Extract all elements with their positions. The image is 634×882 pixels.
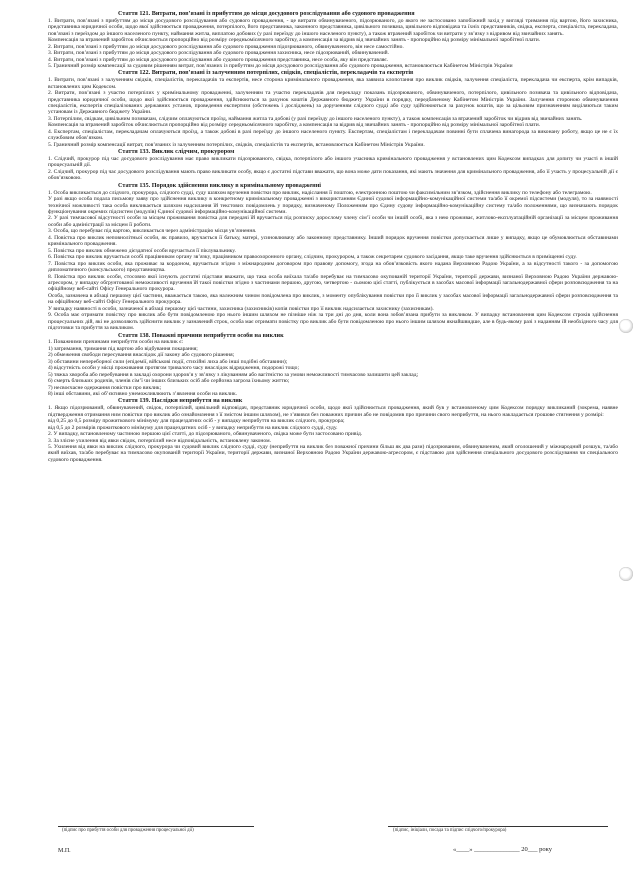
article-paragraph: 1. Поважними причинами неприбуття особи на виклик є:: [48, 339, 184, 346]
article-paragraph: 5. Граничний розмір компенсації за судовим рішенням витрат, пов’язаних із прибуттям до місця досудового розслідування або судового провадження, встановлюється Кабінетом Міністрів України: [48, 62, 513, 69]
article-paragraph: 8) інші обставини, які об’єктивно унеможливлюють з’явлення особи на виклик.: [48, 391, 238, 397]
article-paragraph: 4. Повістка про виклик неповнолітньої особи, як правило, вручається її батьку, матері, усиновлювачу або законному представнику. Інший порядок вручення повістки допускається лише у випадку, якщо це обумовлюється обставинами кримінального провадження.: [48, 234, 618, 248]
article-heading: Стаття 138. Поважні причини неприбуття особи на виклик: [118, 331, 284, 339]
article-paragraph: 5. Ухилення від явки на виклик слідчого, прокурора чи судовий виклик слідчого судді, суду (неприбуття на виклик без поважної причини більш як два рази) підозрюваним, обвинуваченим, який оголошений у міжнародний розшук, та/або який виїхав, та/або перебуває на тимчасово окупованій території України, території держави, визнаної Верховною Радою України державою-агресором, є підставою для здійснення спеціального досудового розслідування чи спеціального судового провадження.: [48, 443, 618, 463]
article-heading: Стаття 133. Виклик слідчим, прокурором: [118, 148, 235, 156]
article-paragraph: Компенсація за втрачений заробіток обчислюється пропорційно від розміру середньомісячного заробітку, а компенсація за відрив від звичайних занять - пропорційно від розміру мінімальної заробітної плати.: [48, 37, 541, 44]
article-paragraph: 1. Слідчий, прокурор під час досудового розслідування має право викликати підозрюваного, свідка, потерпілого або іншого учасника кримінального провадження у встановлених цим Кодексом випадках для допиту чи участі в іншій процесуальній дії.: [48, 156, 618, 169]
punch-hole-mark: [619, 567, 633, 581]
article-heading: Стаття 135. Порядок здійснення виклику в кримінальному провадженні: [118, 181, 321, 189]
article-paragraph: 2. У випадку, встановленому частиною першою цієї статті, до підозрюваного, обвинуваченого, свідка може бути застосовано привід.: [48, 431, 363, 438]
signature-line: [388, 826, 608, 827]
article-paragraph: 3. Витрати, пов’язані з прибуттям до місця досудового розслідування або судового провадження захисника, несе підозрюваний, обвинувачений.: [48, 50, 390, 57]
article-paragraph: 2. Витрати, пов’язані з участю потерпілих у кримінальному провадженні, залученням та участю перекладачів для перекладу показань підозрюваного, обвинуваченого, потерпілого, цивільного позивача та цивільного відповідача, представника юридичної особи, щодо якої здійснюється провадження, здійснюються за рахунок коштів Державного бюджету України в порядку, передбаченому Кабінетом Міністрів України. Залучення стороною обвинувачення спеціалістів, експертів спеціалізованих державних установ, проведення експертизи (обстежень і досліджень) за дорученням слідчого судді або суду здійснюються за рахунок коштів, що за цільовим призначенням виділяються таким установам із Державного бюджету України.: [48, 90, 618, 116]
article-paragraph: 6) смерть близьких родичів, членів сім’ї чи інших близьких осіб або серйозна загроза їхньому життю;: [48, 378, 290, 385]
article-paragraph: від 0,5 до 2 розмірів прожиткового мінімуму для працездатних осіб - у випадку неприбуття на виклик слідчого судді, суду.: [48, 424, 338, 431]
article-paragraph: 3. За злісне ухилення від явки свідок, потерпілий несе відповідальність, встановлену законом.: [48, 437, 271, 444]
article-paragraph: 1. Особа викликається до слідчого, прокурора, слідчого судді, суду шляхом вручення повістки про виклик, надіслання її поштою, електронною поштою чи факсимільним зв’язком, здійснення виклику по телефону або телеграмою.: [48, 189, 592, 196]
article-paragraph: 3. Потерпілим, свідкам, цивільним позивачам, слідчим оплачуються проїзд, наймання житла та добові (у разі переїзду до іншого населеного пункту), а також компенсація за втрачений заробіток чи відрив від звичайних занять.: [48, 115, 583, 122]
article-heading: Стаття 139. Наслідки неприбуття на виклик: [118, 397, 243, 405]
article-paragraph: 2. Витрати, пов’язані з прибуттям до місця досудового розслідування або судового провадження підозрюваного, обвинуваченого, він несе самостійно.: [48, 43, 404, 50]
article-paragraph: 3. Особа, що перебуває під вартою, викликається через адміністрацію місця ув’язнення.: [48, 228, 257, 235]
article-paragraph: 2) обмеження свободи пересування внаслідок дії закону або судового рішення;: [48, 352, 235, 359]
article-paragraph: 7. Повістка про виклик особи, яка проживає за кордоном, вручається згідно з міжнародним договором про правову допомогу, згода на обов’язковість якого надана Верховною Радою України, а за відсутності такого - за допомогою дипломатичного (консульського) представництва.: [48, 260, 618, 274]
visitor-signature-note: (підпис про прибуття особи для провадження процесуальної дії): [62, 828, 194, 833]
article-section: [48, 398, 618, 463]
article-paragraph: У разі якщо особа подала письмову заяву про здійснення виклику в конкретному кримінальному провадженні з використанням Єдиної судової інформаційно-комунікаційної системи та/або її окремої підсистеми (модуля), то за наявності технічної можливості така особа викликається шляхом надсилання їй текстових повідомлень у порядку, визначеному Положенням про Єдину судову інформаційно-комунікаційну систему та/або положеннями, що визначають порядок функціонування окремих підсистем (модулів) Єдиної судової інформаційно-комунікаційної системи.: [48, 196, 618, 215]
article-paragraph: 4. Експертам, спеціалістам, перекладачам оплачуються проїзд, а також добові в разі переїзду до іншого населеного пункту. Експертам, спеціалістам і перекладачам повинні бути сплачена винагорода за виконану роботу, якщо це не є їх службовим обов’язком.: [48, 128, 618, 142]
article-paragraph: 5. Повістка про виклик обмежено дієздатної особи вручається її піклувальнику.: [48, 247, 236, 254]
signature-line: [58, 826, 254, 827]
article-section: [48, 333, 618, 398]
article-heading: Стаття 121. Витрати, пов’язані із прибуттям до місця досудового розслідування або судового провадження: [118, 10, 415, 17]
article-paragraph: 6. Повістка про виклик вручається особі працівником органу зв’язку, працівником правоохоронного органу, слідчим, прокурором, а також секретарем судового засідання, якщо таке вручення здійснюється в приміщенні суду.: [48, 254, 577, 261]
article-paragraph: 1. Витрати, пов’язані з залученням свідків, спеціалістів, перекладачів та експертів, несе сторона кримінального провадження, яка заявила клопотання про виклик свідків, залучення спеціаліста, перекладача чи експерта, крім випадків, встановлених цим Кодексом.: [48, 77, 618, 90]
article-section: [48, 11, 618, 69]
article-paragraph: 1. Якщо підозрюваний, обвинувачений, свідок, потерпілий, цивільний відповідач, представник юридичної особи, щодо якої здійснюється провадження, який був у встановленому цим Кодексом порядку викликаний (зокрема, наявне підтвердження отримання ним повістки про виклик або ознайомлення з її змістом іншим шляхом), не з’явився без поважних причин або не повідомив про причини свого неприбуття, на нього накладається грошове стягнення у розмірі:: [48, 405, 618, 418]
article-paragraph: 4. Витрати, пов’язані з прибуттям до місця досудового розслідування або судового провадження представника, несе особа, яку він представляє.: [48, 56, 389, 63]
article-paragraph: У випадку наявності в особи, зазначеної в абзаці першому цієї частини, захисника (захисників) копія повістки про її виклик надсилається захиснику (захисникам).: [48, 305, 434, 312]
article-paragraph: 3) обставини непереборної сили (епідемії, військові події, стихійні лиха або інші подібні обставини);: [48, 358, 288, 365]
article-paragraph: 4) відсутність особи у місці проживання протягом тривалого часу внаслідок відрядження, подорожі тощо;: [48, 365, 299, 372]
date-line: «____» ______________ 20___ року: [453, 846, 552, 853]
article-paragraph: Особа, зазначена в абзаці першому цієї частини, вважається такою, яка належним чином повідомлена про виклик, з моменту опублікування повістки про її виклик у засобах масової інформації загальнодержавної сфери розповсюдження та на офіційному веб-сайті Офісу Генерального прокурора.: [48, 292, 618, 306]
article-paragraph: 5) тяжка хвороба або перебування в закладі охорони здоров’я у зв’язку з лікуванням або вагітністю за умови неможливості тимчасово залишити цей заклад;: [48, 371, 419, 378]
article-paragraph: 9. Особа має отримати повістку про виклик або бути повідомленою про нього іншим шляхом не пізніше ніж за три дні до дня, коли вона зобов’язана прибути за викликом. У випадку встановлення цим Кодексом строків здійснення процесуальних дій, які не дозволяють здійснити виклик у зазначений строк, особа має отримати повістку про виклик або бути повідомленою про нього іншим шляхом якнайшвидше, але в будь-якому разі з наданням їй необхідного часу для підготовки та прибуття за викликом.: [48, 312, 618, 332]
document-page: [48, 10, 618, 820]
article-section: [48, 70, 618, 148]
article-paragraph: 2. Слідчий, прокурор під час досудового розслідування мають право викликати особу, якщо є достатні підстави вважати, що вона може дати показання, які мають значення для кримінального провадження, або її участь у процесуальній дії є обов’язковою.: [48, 168, 618, 182]
officer-signature-note: (підпис, ініціали, посада та підпис слідчого/прокурора): [393, 828, 507, 833]
article-paragraph: 5. Граничний розмір компенсації витрат, пов’язаних із залученням потерпілих, свідків, спеціалістів та експертів, встановлюється Кабінетом Міністрів України.: [48, 141, 425, 148]
stamp-label: М.П.: [58, 848, 71, 854]
punch-hole-mark: [619, 319, 633, 333]
article-paragraph: 1) затримання, тримання під вартою або відбування покарання;: [48, 345, 198, 352]
article-paragraph: 1. Витрати, пов’язані з прибуттям до місця досудового розслідування або судового провадження, - це витрати обвинуваченого, підозрюваного, до якого не застосовано запобіжний захід у вигляді тримання під вартою, його захисника, представника юридичної особи, щодо якої здійснюється провадження, потерпілого, його представника, законного представника, цивільного позивача, цивільного відповідача та їхніх представників, свідка, експерта, спеціаліста, перекладача, пов’язані з переїздом до іншого населеного пункту, наймання житла, виплатою добових (у разі переїзду до іншого населеного пункту), а також втрачений заробіток чи витрати у зв’язку з відривом від звичайних занять.: [48, 17, 618, 37]
article-section: [48, 149, 618, 182]
article-section: [48, 183, 618, 332]
article-paragraph: 7) несвоєчасне одержання повістки про виклик;: [48, 384, 162, 391]
article-paragraph: Компенсація за втрачений заробіток обчислюється пропорційно від розміру середньомісячного заробітку, а компенсація за відрив від звичайних занять - пропорційно від розміру мінімальної заробітної плати.: [48, 122, 541, 129]
article-paragraph: 8. Повістка про виклик особи, стосовно якої існують достатні підстави вважати, що така особа виїхала та/або перебуває на тимчасово окупованій території України, території держави, визнаної Верховною Радою України державою-агресором, у випадку обґрунтованої неможливості вручення їй такої повістки згідно з частинами першою, другою, четвертою - сьомою цієї статті, публікується в засобах масової інформації загальнодержавної сфери розповсюдження та на офіційному веб-сайті Офісу Генерального прокурора.: [48, 273, 618, 293]
article-heading: Стаття 122. Витрати, пов’язані із залученням потерпілих, свідків, спеціалістів, перекладачів та експертів: [118, 69, 414, 77]
article-paragraph: 2. У разі тимчасової відсутності особи за місцем проживання повістка для передачі їй вручається під розписку дорослому члену сім’ї особи чи іншій особі, яка з нею проживає, житлово-експлуатаційній організації за місцем проживання особи або адміністрації за місцем її роботи.: [48, 215, 618, 228]
article-paragraph: від 0,25 до 0,5 розміру прожиткового мінімуму для працездатних осіб - у випадку неприбуття на виклик слідчого, прокурора;: [48, 418, 345, 425]
